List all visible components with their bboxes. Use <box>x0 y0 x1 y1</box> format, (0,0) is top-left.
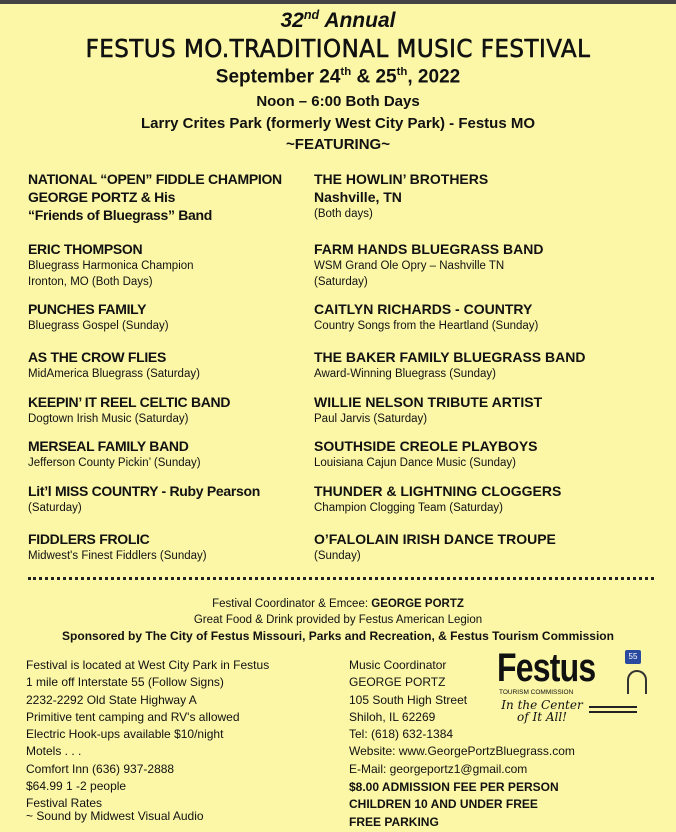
sound-credit: ~ Sound by Midwest Visual Audio <box>26 809 204 823</box>
performer-description: (Sunday) <box>314 550 361 562</box>
performer-entry <box>28 437 201 471</box>
divider <box>28 577 654 580</box>
performer-description: WSM Grand Ole Opry – Nashville TN <box>314 260 505 272</box>
performer-description: Bluegrass Harmonica Champion <box>28 260 194 272</box>
performer-entry <box>28 482 260 516</box>
scan-edge <box>0 0 676 4</box>
performer-description: Louisiana Cajun Dance Music (Sunday) <box>314 457 516 469</box>
performer-description: Bluegrass Gospel (Sunday) <box>28 320 169 332</box>
performer-name: GEORGE PORTZ & His <box>28 189 176 205</box>
performer-name: ERIC THOMPSON <box>28 241 143 257</box>
performer-name: O’FALOLAIN IRISH DANCE TROUPE <box>314 531 556 547</box>
performer-description: MidAmerica Bluegrass (Saturday) <box>28 368 200 380</box>
performer-name: MERSEAL FAMILY BAND <box>28 438 189 454</box>
performer-description: (Saturday) <box>28 502 82 514</box>
performer-name: FIDDLERS FROLIC <box>28 531 150 547</box>
festival-hours: Noon – 6:00 Both Days <box>256 93 420 110</box>
performer-entry <box>28 348 200 382</box>
email-link[interactable]: E-Mail: georgeportz1@gmail.com <box>349 761 528 776</box>
admission-info: $8.00 ADMISSION FEE PER PERSON CHILDREN 10 AND UNDER FREE FREE PARKING <box>349 780 559 829</box>
performer-name: Lit’l MISS COUNTRY - Ruby Pearson <box>28 483 261 499</box>
performer-name: SOUTHSIDE CREOLE PLAYBOYS <box>314 438 538 454</box>
performer-description: Dogtown Irish Music (Saturday) <box>28 413 189 425</box>
performer-entry <box>314 300 538 334</box>
performer-entry <box>28 393 230 427</box>
stripes-icon <box>589 706 637 713</box>
sponsor-line: Sponsored by The City of Festus Missouri, Parks and Recreation, & Festus Tourism Commission <box>62 629 614 643</box>
performer-name: Nashville, TN <box>314 189 402 205</box>
performer-name: “Friends of Bluegrass” Band <box>28 207 213 223</box>
festus-tourism-logo: Festus 55 TOURISM COMMISSION In the Center of It All! <box>497 648 657 726</box>
performer-description: Award-Winning Bluegrass (Sunday) <box>314 368 496 380</box>
interstate-shield-icon: 55 <box>625 650 641 664</box>
performer-name: PUNCHES FAMILY <box>28 301 147 317</box>
contact-info: Music Coordinator GEORGE PORTZ 105 South High Street Shiloh, IL 62269 Tel: (618) 632-1384 Website: www.GeorgePortzBluegrass.com E-Mail: georgeportz1@gmail.com <box>349 657 575 778</box>
performer-entry <box>314 348 585 382</box>
performer-entry <box>28 240 194 290</box>
performer-name: THUNDER & LIGHTNING CLOGGERS <box>314 483 562 499</box>
performer-description: (Both days) <box>314 208 373 220</box>
performer-description: Country Songs from the Heartland (Sunday) <box>314 320 539 332</box>
food-line: Great Food & Drink provided by Festus American Legion <box>193 614 483 626</box>
performer-entry <box>314 437 538 471</box>
featuring-heading: ~FEATURING~ <box>286 136 390 153</box>
performer-description: (Saturday) <box>314 276 368 288</box>
performer-name: CAITLYN RICHARDS - COUNTRY <box>314 301 533 317</box>
performer-entry <box>314 240 543 290</box>
coordinator-line: Festival Coordinator & Emcee: GEORGE PORTZ <box>212 598 464 610</box>
performer-description: Ironton, MO (Both Days) <box>28 276 153 288</box>
performer-name: THE HOWLIN’ BROTHERS <box>314 171 489 187</box>
performer-description: Champion Clogging Team (Saturday) <box>314 502 503 514</box>
performer-entry <box>314 482 561 516</box>
website-link[interactable]: Website: www.GeorgePortzBluegrass.com <box>349 744 575 759</box>
performer-description: Midwest's Finest Fiddlers (Sunday) <box>28 550 207 562</box>
performer-name: AS THE CROW FLIES <box>28 349 167 365</box>
festival-location: Larry Crites Park (formerly West City Park) - Festus MO <box>140 115 536 132</box>
performer-name: WILLIE NELSON TRIBUTE ARTIST <box>314 394 543 410</box>
performer-name: KEEPIN’ IT REEL CELTIC BAND <box>28 394 231 410</box>
location-info: Festival is located at West City Park in Festus 1 mile off Interstate 55 (Follow Signs) 2232-2292 Old State Highway A Primitive tent camping and RV's allowed Electric Hook-ups available $10/night Motels . . . Comfort Inn (636) 937-2888 $64.99 1 -2 people Festival Rates <box>26 658 270 811</box>
performer-name: FARM HANDS BLUEGRASS BAND <box>314 241 544 257</box>
festival-dates: September 24th & 25th, 2022 <box>215 66 461 88</box>
performer-entry <box>28 170 282 224</box>
performer-description: Paul Jarvis (Saturday) <box>314 413 428 425</box>
arch-icon <box>627 670 647 694</box>
performer-description: Jefferson County Pickin’ (Sunday) <box>28 457 201 469</box>
performer-entry <box>314 393 542 427</box>
performer-entry <box>314 170 488 222</box>
performer-entry <box>28 300 169 334</box>
edition-heading: 32nd Annual <box>280 8 396 32</box>
performer-entry <box>28 530 207 564</box>
performer-name: NATIONAL “OPEN” FIDDLE CHAMPION <box>28 171 282 187</box>
festival-title: FESTUS MO.TRADITIONAL MUSIC FESTIVAL <box>85 34 591 63</box>
performer-entry <box>314 530 556 564</box>
performer-name: THE BAKER FAMILY BLUEGRASS BAND <box>314 349 586 365</box>
